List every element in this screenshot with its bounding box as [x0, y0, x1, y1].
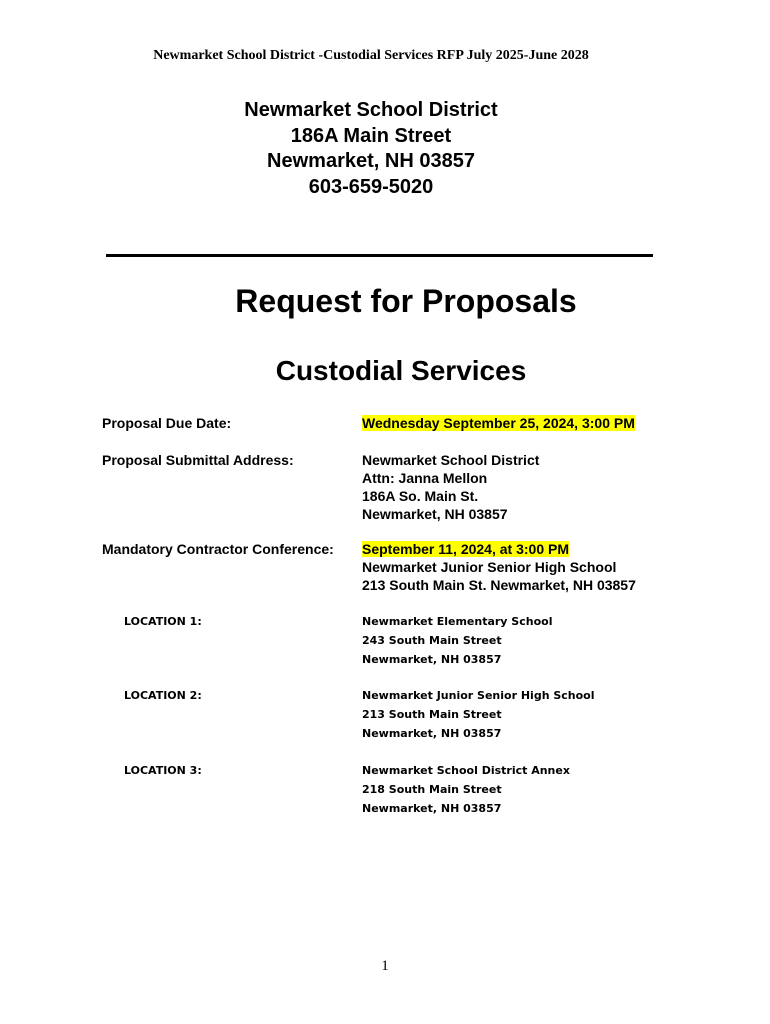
location-2-address: [362, 686, 595, 743]
submittal-line: Attn: Janna Mellon: [362, 470, 488, 486]
location-1-address: [362, 612, 552, 669]
district-address-block: [0, 98, 742, 200]
location-line: 213 South Main Street: [362, 708, 502, 721]
conference-line: Newmarket Junior Senior High School: [362, 559, 617, 575]
location-3-address: [362, 761, 570, 818]
running-header: Newmarket School District -Custodial Services RFP July 2025-June 2028: [153, 48, 589, 63]
district-street: 186A Main Street: [290, 124, 452, 147]
conference-value: [362, 540, 636, 594]
due-date-text: Wednesday September 25, 2024, 3:00 PM: [362, 415, 635, 431]
due-date-label: Proposal Due Date:: [102, 415, 232, 431]
location-line: Newmarket, NH 03857: [362, 802, 502, 815]
location-line: Newmarket Junior Senior High School: [362, 689, 595, 702]
conference-line: 213 South Main St. Newmarket, NH 03857: [362, 577, 636, 593]
location-line: 243 South Main Street: [362, 634, 502, 647]
district-name: Newmarket School District: [244, 99, 498, 121]
location-line: Newmarket, NH 03857: [362, 653, 502, 666]
document-subtitle: Custodial Services: [275, 355, 527, 386]
submittal-address-label: Proposal Submittal Address:: [102, 452, 294, 468]
location-line: Newmarket Elementary School: [362, 615, 553, 628]
district-phone: 603-659-5020: [308, 175, 434, 198]
location-3-label: LOCATION 3:: [124, 764, 202, 777]
location-line: Newmarket, NH 03857: [362, 727, 502, 740]
conference-date: September 11, 2024, at 3:00 PM: [362, 541, 569, 557]
due-date-value: [362, 414, 635, 432]
district-city: Newmarket, NH 03857: [267, 150, 475, 172]
document-title: Request for Proposals: [235, 283, 577, 319]
location-2-label: LOCATION 2:: [124, 689, 202, 702]
submittal-line: Newmarket, NH 03857: [362, 506, 508, 522]
horizontal-divider: [106, 254, 653, 257]
location-line: Newmarket School District Annex: [362, 764, 570, 777]
conference-label: Mandatory Contractor Conference:: [102, 541, 334, 557]
submittal-line: Newmarket School District: [362, 452, 540, 468]
page-number: 1: [381, 958, 389, 974]
location-line: 218 South Main Street: [362, 783, 502, 796]
location-1-label: LOCATION 1:: [124, 615, 202, 628]
submittal-line: 186A So. Main St.: [362, 488, 479, 504]
submittal-address-value: [362, 451, 539, 523]
